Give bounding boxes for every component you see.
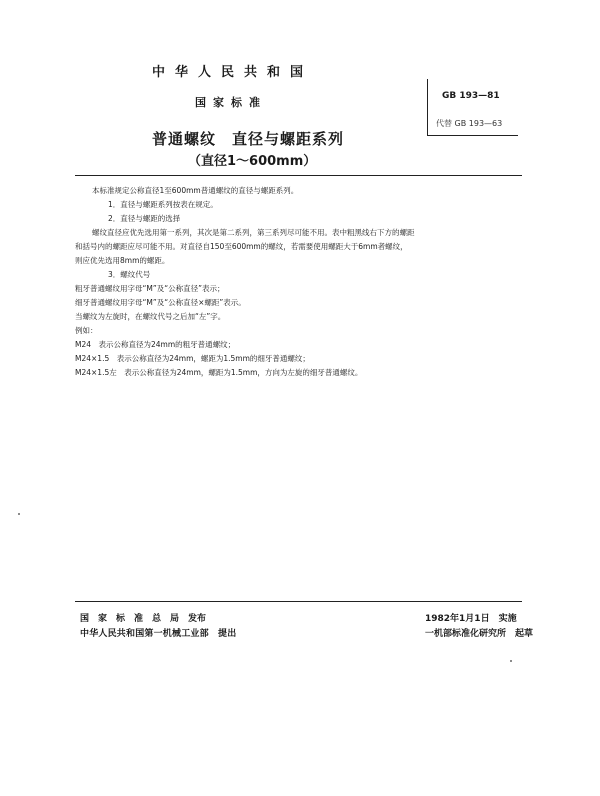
example-label: 例如： [75,326,98,335]
replaces-code: 代替 GB 193—63 [436,119,503,128]
footer-divider [75,601,522,602]
document-subtitle: （直径1～600mm） [188,154,317,169]
section-2-text-line-2: 和括号内的螺距应尽可能不用。对直径自150至600mm的螺纹，若需要使用螺距大于6mm者螺纹， [75,242,408,251]
footer-drafter: 一机部标准化研究所 起草 [425,629,534,639]
section-3-text-line-2: 细牙普通螺纹用字母“M”及“公称直径×螺距”表示。 [75,298,246,307]
header-divider [75,175,522,176]
footer-issuer: 国 家 标 准 总 局 发布 [80,614,207,624]
country-name: 中华人民共和国 [152,65,314,80]
section-3-text-line-1: 粗牙普通螺纹用字母“M”及“公称直径”表示； [75,284,225,293]
example-2: M24×1.5 表示公称直径为24mm，螺距为1.5mm的细牙普通螺纹； [75,354,310,363]
footer-date: 1982年1月1日 实施 [425,614,517,624]
intro-paragraph: 本标准规定公称直径1至600mm普通螺纹的直径与螺距系列。 [92,186,299,195]
section-3-heading: 3．螺纹代号 [108,270,151,279]
section-2-heading: 2．直径与螺距的选择 [108,214,181,223]
section-2-text-line-3: 则应优先选用8mm的螺距。 [75,256,170,265]
document-title: 普通螺纹 直径与螺距系列 [152,130,345,148]
section-2-text-line-1: 螺纹直径应优先选用第一系列，其次是第二系列，第三系列尽可能不用。表中粗黑线右下方的螺距 [92,228,415,237]
section-3-text-line-3: 当螺纹为左旋时，在螺纹代号之后加“左”字。 [75,312,226,321]
scan-speck [18,513,20,515]
scan-speck [510,660,512,662]
example-1: M24 表示公称直径为24mm的粗牙普通螺纹； [75,340,236,349]
example-3: M24×1.5左 表示公称直径为24mm，螺距为1.5mm，方向为左旋的细牙普通螺纹。 [75,368,363,377]
standard-type: 国家标准 [195,96,267,109]
footer-proposer: 中华人民共和国第一机械工业部 提出 [80,629,237,639]
standard-code: GB 193—81 [442,91,500,101]
section-1: 1．直径与螺距系列按表在规定。 [108,200,218,209]
